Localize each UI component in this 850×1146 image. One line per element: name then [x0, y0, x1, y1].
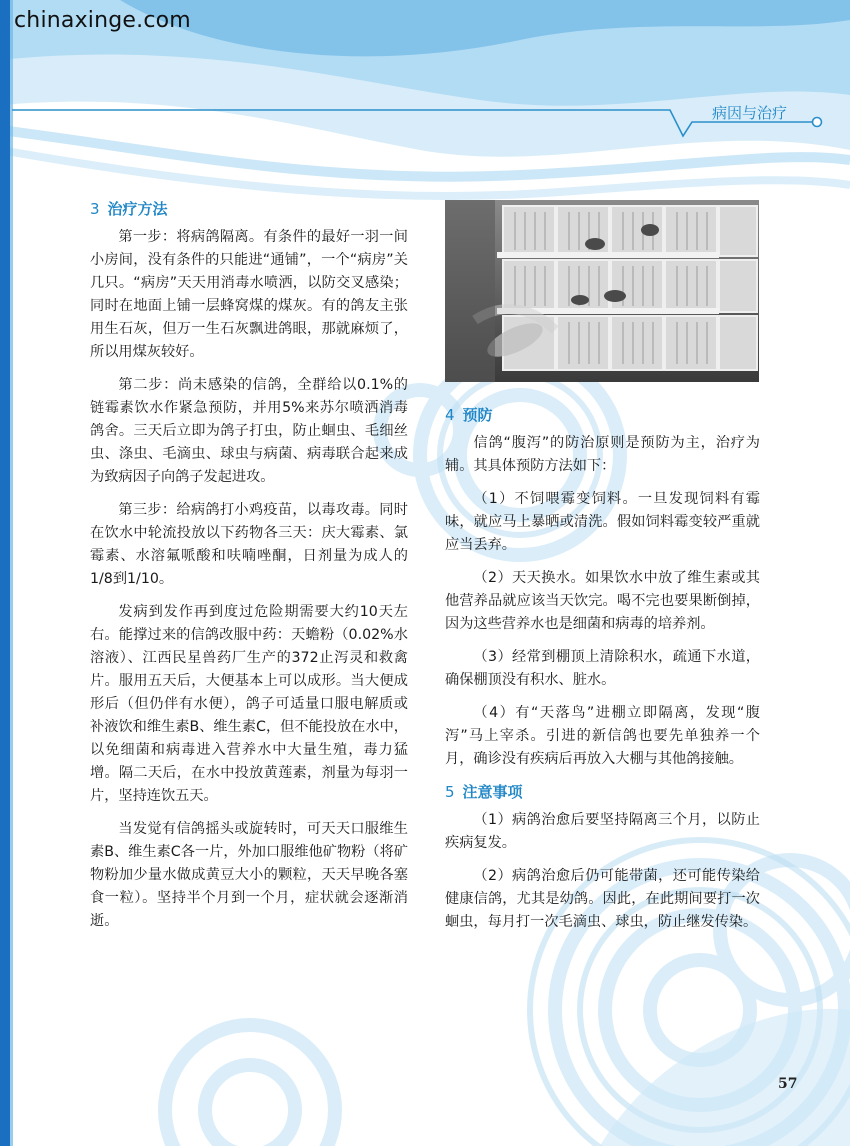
- pigeon-loft-photo: [445, 200, 759, 382]
- page-number: 57: [778, 1076, 798, 1092]
- site-watermark: chinaxinge.com: [14, 8, 191, 33]
- paragraph: 当发觉有信鸽摇头或旋转时，可天天口服维生素B、维生素C各一片，外加口服维他矿物粉（将矿物粉加少量水做成黄豆大小的颗粒，天天早晚各塞食一粒）。坚持半个月到一个月，症状就会逐渐消逝。: [90, 821, 408, 929]
- paragraph: （1）病鸽治愈后要坚持隔离三个月，以防止疾病复发。: [445, 812, 760, 851]
- left-column: [90, 198, 408, 943]
- paragraph: 第一步：将病鸽隔离。有条件的最好一羽一间小房间，没有条件的只能进“通铺”，一个“病房”关几只。“病房”天天用消毒水喷洒，以防交叉感染；同时在地面上铺一层蜂窝煤的煤灰。有的鸽友主张用生石灰，但万一生石灰飘进鸽眼，那就麻烦了，所以用煤灰较好。: [90, 229, 408, 360]
- section-heading-prevention: [445, 404, 760, 426]
- paragraph: 第二步：尚未感染的信鸽，全群给以0.1%的链霉素饮水作紧急预防，并用5%来苏尔喷洒消毒鸽舍。三天后立即为鸽子打虫，防止蛔虫、毛细丝虫、涤虫、毛滴虫、球虫与病菌、病毒联合起来成为致病因子向鸽子发起进攻。: [90, 377, 408, 485]
- heading-text: 治疗方法: [107, 200, 168, 218]
- paragraph: （2）天天换水。如果饮水中放了维生素或其他营养品就应该当天饮完。喝不完也要果断倒掉，因为这些营养水也是细菌和病毒的培养剂。: [445, 570, 760, 632]
- heading-text: 预防: [462, 406, 493, 424]
- section-heading-treatment: [90, 198, 408, 220]
- heading-text: 注意事项: [462, 783, 523, 801]
- paragraph: （2）病鸽治愈后仍可能带菌，还可能传染给健康信鸽，尤其是幼鸽。因此，在此期间要打一次蛔虫，每月打一次毛滴虫、球虫，防止继发传染。: [445, 868, 760, 930]
- paragraph: （4）有“天落鸟”进棚立即隔离，发现“腹泻”马上宰杀。引进的新信鸽也要先单独养一个月，确诊没有疾病后再放入大棚与其他鸽接触。: [445, 705, 760, 767]
- heading-number: 5: [445, 783, 455, 801]
- right-column: [445, 404, 760, 944]
- heading-number: 4: [445, 406, 455, 424]
- paragraph: 第三步：给病鸽打小鸡疫苗，以毒攻毒。同时在饮水中轮流投放以下药物各三天：庆大霉素、氯霉素、水溶氟哌酸和呋喃唑酮，日剂量为成人的1/8到1/10。: [90, 502, 408, 587]
- paragraph: 信鸽“腹泻”的防治原则是预防为主，治疗为辅。其具体预防方法如下：: [445, 435, 760, 474]
- section-heading-precautions: [445, 781, 760, 803]
- paragraph: 发病到发作再到度过危险期需要大约10天左右。能撑过来的信鸽改服中药：天蟾粉（0.02%水溶液）、江西民星兽药厂生产的372止泻灵和救禽片。服用五天后，大便基本上可以成形。当大便成形后（但仍伴有水便），鸽子可适量口服电解质或补液饮和维生素B、维生素C，但不能投放在水中，以免细菌和病毒进入营养水中大量生殖，毒力猛增。隔二天后，在水中投放黄莲素，剂量为每羽一片，坚持连饮五天。: [90, 604, 408, 804]
- section-tag: 病因与治疗: [712, 104, 788, 122]
- paragraph: （1）不饲喂霉变饲料。一旦发现饲料有霉味，就应马上暴晒或清洗。假如饲料霉变较严重就应当丢弃。: [445, 491, 760, 553]
- heading-number: 3: [90, 200, 100, 218]
- paragraph: （3）经常到棚顶上清除积水，疏通下水道，确保棚顶没有积水、脏水。: [445, 649, 760, 688]
